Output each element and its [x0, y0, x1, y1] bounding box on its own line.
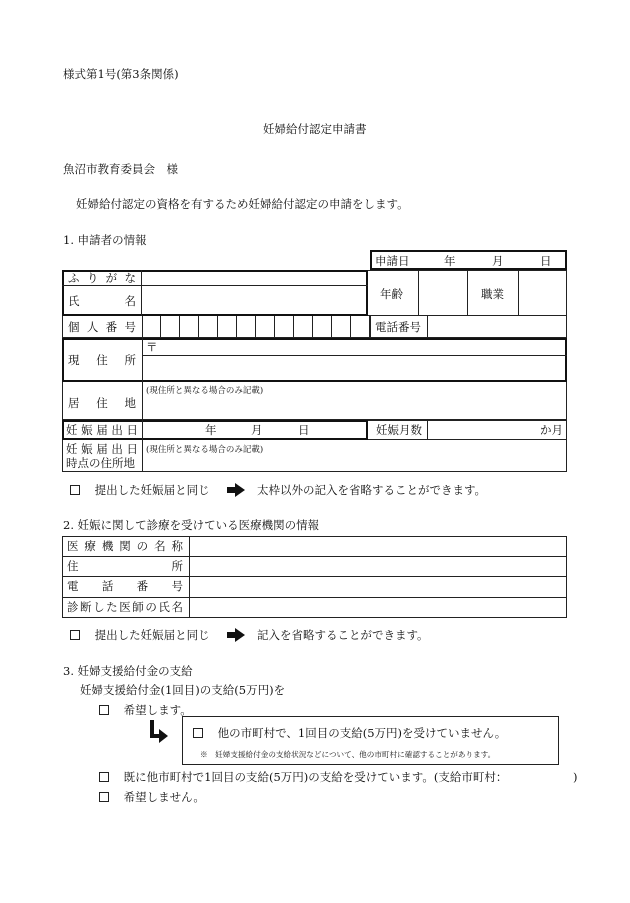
recipient: 魚沼市教育委員会 様 [63, 162, 178, 176]
option-already-checkbox[interactable] [99, 772, 109, 782]
pregnancy-date-day: 日 [298, 423, 310, 437]
apply-date-year: 年 [444, 254, 456, 268]
medical-address-label: 住所 [67, 559, 183, 573]
age-label: 年齢 [380, 287, 403, 301]
section1-same-checkbox[interactable] [70, 485, 80, 495]
medical-name-label: 医療機関の名称 [67, 539, 183, 553]
pregnancy-date-year: 年 [205, 423, 217, 437]
personal-number-cells[interactable] [142, 316, 370, 338]
furigana-label: ふりがな [68, 271, 136, 285]
job-label: 職業 [481, 287, 504, 301]
section1-skip-note [70, 483, 486, 497]
option-wish-checkbox[interactable] [99, 705, 109, 715]
pregnancy-months-label: 妊娠月数 [376, 423, 422, 437]
option-no-wish [99, 790, 205, 804]
arrow-right-icon [235, 483, 245, 497]
section1-heading: 1. 申請者の情報 [63, 233, 147, 247]
section2-skip-note [70, 628, 429, 642]
option-no-wish-label: 希望しません。 [123, 790, 205, 804]
bent-arrow-icon [148, 720, 170, 746]
other-municipality-text: 他の市町村で、1回目の支給(5万円)を受けていません。 [217, 726, 507, 740]
other-municipality-note: ※ 妊婦支援給付金の支給状況などについて、他の市町村に確認することがあります。 [200, 750, 496, 759]
pregnancy-address-label-1: 妊娠届出日 [66, 442, 138, 456]
arrow-right-icon [235, 628, 245, 642]
residence-label: 居住地 [68, 396, 136, 410]
personal-number-label: 個人番号 [68, 320, 136, 334]
section3-heading: 3. 妊婦支援給付金の支給 [63, 664, 193, 678]
pregnancy-date-label: 妊娠届出日 [66, 423, 138, 437]
pregnancy-months-unit: か月 [540, 423, 563, 437]
section1-note-a: 提出した妊娠届と同じ [94, 483, 210, 497]
section2-heading: 2. 妊娠に関して診療を受けている医療機関の情報 [63, 518, 320, 532]
residence-note: (現住所と異なる場合のみ記載) [146, 386, 264, 396]
pregnancy-address-label-2: 時点の住所地 [66, 456, 135, 470]
option-no-wish-checkbox[interactable] [99, 792, 109, 802]
option-already-close: ) [572, 770, 578, 784]
form-number: 様式第1号(第3条関係) [63, 67, 179, 81]
apply-date-day: 日 [540, 254, 552, 268]
page-title: 妊婦給付認定申請書 [263, 122, 367, 136]
address-label: 現住所 [68, 353, 136, 367]
option-already [99, 770, 577, 784]
section1-note-b: 太枠以外の記入を省略することができます。 [256, 483, 487, 497]
address-box [62, 338, 567, 382]
medical-phone-label: 電話番号 [67, 579, 183, 593]
intro-text: 妊婦給付認定の資格を有するため妊婦給付認定の申請をします。 [76, 197, 409, 211]
section2-same-checkbox[interactable] [70, 630, 80, 640]
other-municipality-line [193, 726, 506, 740]
section3-sub: 妊婦支援給付金(1回目)の支給(5万円)を [80, 683, 286, 697]
pregnancy-date-month: 月 [251, 423, 263, 437]
name-label: 氏名 [68, 294, 136, 308]
apply-date-box [370, 250, 567, 270]
option-wish [99, 703, 192, 717]
other-municipality-checkbox[interactable] [193, 728, 203, 738]
section2-note-a: 提出した妊娠届と同じ [94, 628, 210, 642]
option-already-label: 既に他市町村で1回目の支給(5万円)の支給を受けています。(支給市町村： [123, 770, 508, 784]
option-wish-label: 希望します。 [123, 703, 192, 717]
section2-note-b: 記入を省略することができます。 [256, 628, 429, 642]
apply-date-label: 申請日 [375, 254, 410, 268]
phone-label: 電話番号 [375, 320, 421, 334]
pregnancy-address-note: (現住所と異なる場合のみ記載) [146, 445, 264, 455]
postal-mark: 〒 [146, 340, 158, 354]
medical-doctor-label: 診断した医師の氏名 [67, 600, 183, 614]
apply-date-month: 月 [492, 254, 504, 268]
